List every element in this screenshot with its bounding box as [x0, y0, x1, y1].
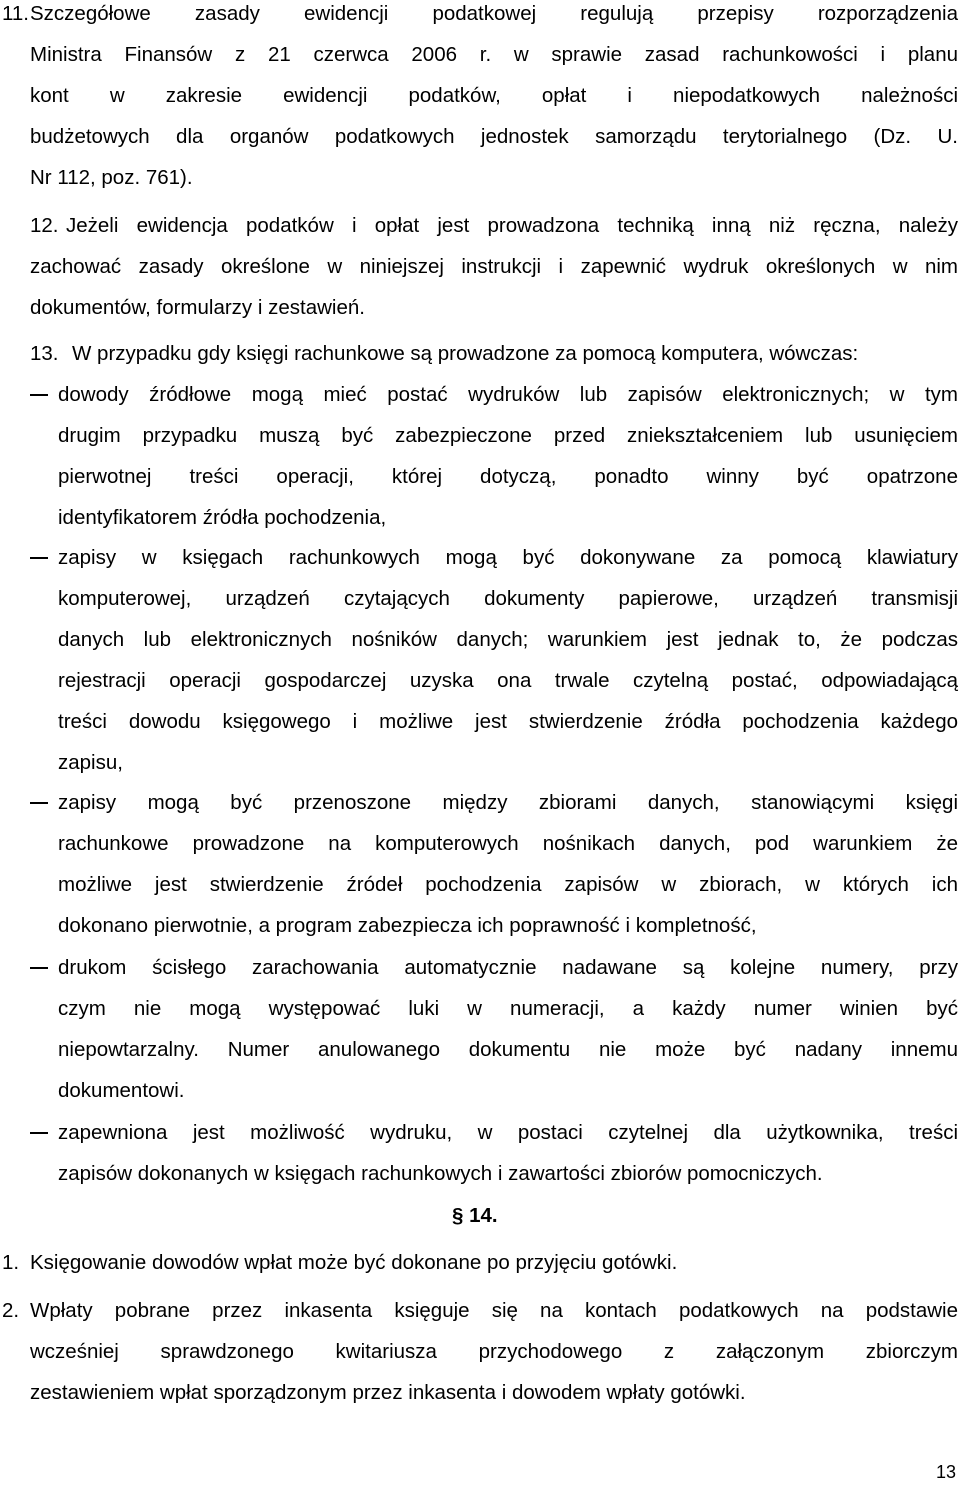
bullet-1-line-3: pierwotnej treści operacji, której dotyczą, ponadto winny być opatrzone: [58, 465, 958, 488]
bullet-2-line-2: komputerowej, urządzeń czytających dokumenty papierowe, urządzeń transmisji: [58, 587, 958, 610]
section-14-item-1-line-1: Księgowanie dowodów wpłat może być dokonane po przyjęciu gotówki.: [30, 1251, 678, 1274]
paragraph-13-number: 13.: [30, 342, 59, 365]
dash-marker: [30, 394, 48, 396]
paragraph-11-line-1: Szczegółowe zasady ewidencji podatkowej regulują przepisy rozporządzenia: [30, 2, 958, 25]
paragraph-11-line-2: Ministra Finansów z 21 czerwca 2006 r. w sprawie zasad rachunkowości i planu: [30, 43, 958, 66]
page-number: 13: [935, 1462, 956, 1482]
bullet-1-line-2: drugim przypadku muszą być zabezpieczone przed zniekształceniem lub usunięciem: [58, 424, 958, 447]
paragraph-11-line-3: kont w zakresie ewidencji podatków, opłat i niepodatkowych należności: [30, 84, 958, 107]
bullet-5-line-2: zapisów dokonanych w księgach rachunkowych i zawartości zbiorów pomocniczych.: [58, 1162, 823, 1185]
section-heading: § 14.: [452, 1204, 498, 1227]
section-14-item-2-line-3: zestawieniem wpłat sporządzonym przez inkasenta i dowodem wpłaty gotówki.: [30, 1381, 746, 1404]
paragraph-13-intro: W przypadku gdy księgi rachunkowe są prowadzone za pomocą komputera, wówczas:: [72, 342, 859, 365]
bullet-1-line-4: identyfikatorem źródła pochodzenia,: [58, 506, 387, 529]
section-14-item-1-number: 1.: [2, 1251, 20, 1274]
paragraph-12-line-2: zachować zasady określone w niniejszej instrukcji i zapewnić wydruk określonych w nim: [30, 255, 958, 278]
bullet-4-line-3: niepowtarzalny. Numer anulowanego dokumentu nie może być nadany innemu: [58, 1038, 958, 1061]
bullet-4-line-1: drukom ścisłego zarachowania automatycznie nadawane są kolejne numery, przy: [58, 956, 958, 979]
bullet-2-line-3: danych lub elektronicznych nośników danych; warunkiem jest jednak to, że podczas: [58, 628, 958, 651]
bullet-1-line-1: dowody źródłowe mogą mieć postać wydruków lub zapisów elektronicznych; w tym: [58, 383, 958, 406]
dash-marker: [30, 802, 48, 804]
bullet-2-line-1: zapisy w księgach rachunkowych mogą być dokonywane za pomocą klawiatury: [58, 546, 958, 569]
bullet-2-line-6: zapisu,: [58, 751, 123, 774]
bullet-2-line-4: rejestracji operacji gospodarczej uzyska ona trwale czytelną postać, odpowiadającą: [58, 669, 958, 692]
dash-marker: [30, 1132, 48, 1134]
paragraph-12-line-3: dokumentów, formularzy i zestawień.: [30, 296, 365, 319]
bullet-3-line-4: dokonano pierwotnie, a program zabezpiecza ich poprawność i kompletność,: [58, 914, 757, 937]
paragraph-11-line-5: Nr 112, poz. 761).: [30, 166, 193, 189]
paragraph-11-line-4: budżetowych dla organów podatkowych jednostek samorządu terytorialnego (Dz. U.: [30, 125, 958, 148]
bullet-5-line-1: zapewniona jest możliwość wydruku, w postaci czytelnej dla użytkownika, treści: [58, 1121, 958, 1144]
paragraph-11-number: 11.: [2, 2, 29, 25]
section-14-item-2-number: 2.: [2, 1299, 20, 1322]
paragraph-12-number: 12.: [30, 214, 59, 237]
bullet-2-line-5: treści dowodu księgowego i możliwe jest stwierdzenie źródła pochodzenia każdego: [58, 710, 958, 733]
bullet-3-line-3: możliwe jest stwierdzenie źródeł pochodzenia zapisów w zbiorach, w których ich: [58, 873, 958, 896]
bullet-3-line-1: zapisy mogą być przenoszone między zbiorami danych, stanowiącymi księgi: [58, 791, 958, 814]
bullet-4-line-2: czym nie mogą występować luki w numeracji, a każdy numer winien być: [58, 997, 958, 1020]
bullet-4-line-4: dokumentowi.: [58, 1079, 185, 1102]
paragraph-12-line-1: Jeżeli ewidencja podatków i opłat jest prowadzona techniką inną niż ręczna, należy: [66, 214, 958, 237]
bullet-3-line-2: rachunkowe prowadzone na komputerowych nośnikach danych, pod warunkiem że: [58, 832, 958, 855]
section-14-item-2-line-1: Wpłaty pobrane przez inkasenta księguje się na kontach podatkowych na podstawie: [30, 1299, 958, 1322]
dash-marker: [30, 967, 48, 969]
dash-marker: [30, 557, 48, 559]
section-14-item-2-line-2: wcześniej sprawdzonego kwitariusza przychodowego z załączonym zbiorczym: [30, 1340, 958, 1363]
